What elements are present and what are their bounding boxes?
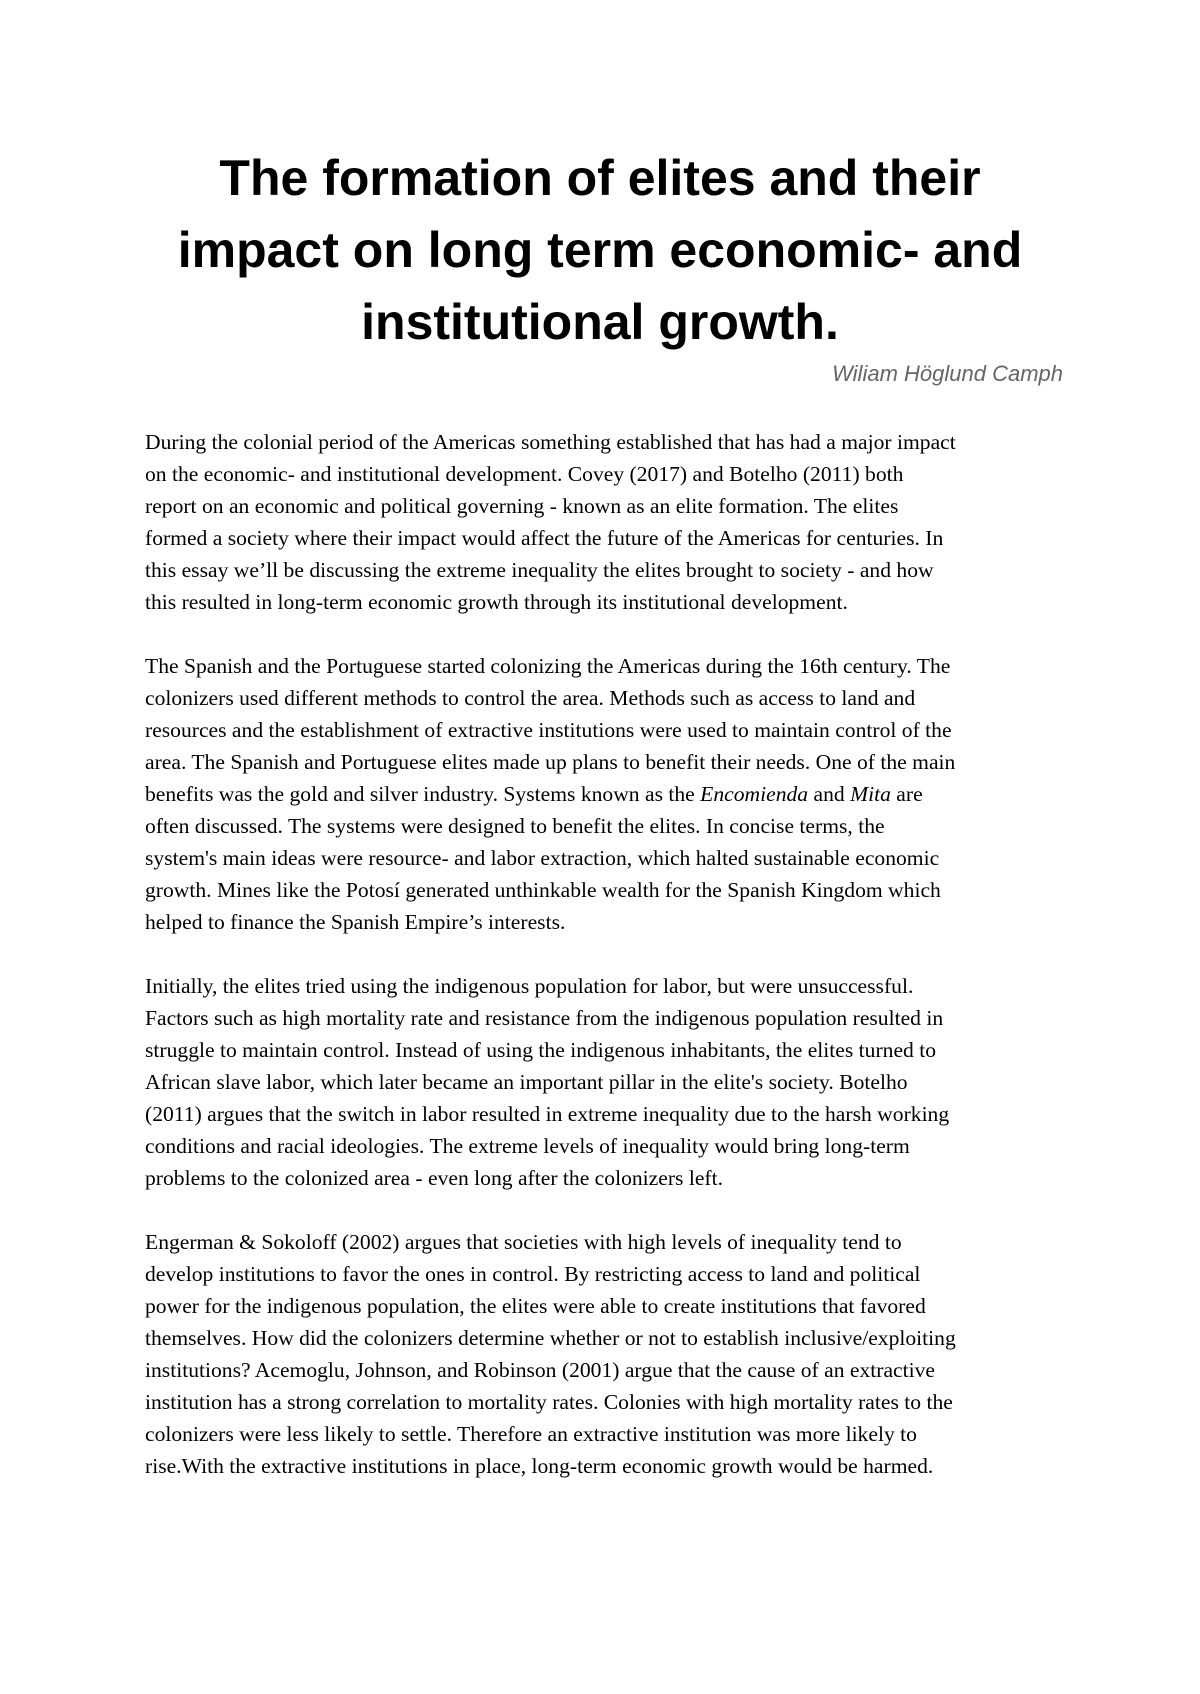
text-line: resources and the establishment of extractive institutions were used to maintain control of the	[145, 718, 952, 742]
paragraph-intro	[145, 426, 1075, 618]
line-segment: and	[808, 782, 851, 806]
text-line: colonizers used different methods to control the area. Methods such as access to land and	[145, 686, 916, 710]
text-line: this resulted in long-term economic growth through its institutional development.	[145, 590, 848, 614]
text-line: on the economic- and institutional development. Covey (2017) and Botelho (2011) both	[145, 462, 904, 486]
text-line: growth. Mines like the Potosí generated unthinkable wealth for the Spanish Kingdom which	[145, 878, 941, 902]
document-body	[145, 426, 1075, 1514]
text-line: rise.With the extractive institutions in place, long-term economic growth would be harmed.	[145, 1454, 934, 1478]
text-line: power for the indigenous population, the elites were able to create institutions that favored	[145, 1294, 926, 1318]
text-line: (2011) argues that the switch in labor resulted in extreme inequality due to the harsh working	[145, 1102, 950, 1126]
text-line: During the colonial period of the Americas something established that has had a major impact	[145, 430, 956, 454]
text-line: colonizers were less likely to settle. Therefore an extractive institution was more likely to	[145, 1422, 917, 1446]
text-line: Engerman & Sokoloff (2002) argues that societies with high levels of inequality tend to	[145, 1230, 902, 1254]
line-segment: benefits was the gold and silver industry. Systems known as the	[145, 782, 701, 806]
title-line: impact on long term economic- and	[177, 222, 1023, 278]
text-line: report on an economic and political governing - known as an elite formation. The elites	[145, 494, 899, 518]
document-title	[100, 142, 1100, 358]
text-line: this essay we’ll be discussing the extreme inequality the elites brought to society - and how	[145, 558, 934, 582]
text-line: helped to finance the Spanish Empire’s interests.	[145, 910, 566, 934]
text-line: institution has a strong correlation to mortality rates. Colonies with high mortality rates to the	[145, 1390, 953, 1414]
text-line: develop institutions to favor the ones in control. By restricting access to land and political	[145, 1262, 921, 1286]
author-name: Wiliam Höglund Camph	[832, 361, 1063, 386]
term-encomienda: Encomienda	[700, 782, 809, 806]
text-line: formed a society where their impact would affect the future of the Americas for centuries. In	[145, 526, 944, 550]
title-line: The formation of elites and their	[219, 150, 981, 206]
text-line: Initially, the elites tried using the indigenous population for labor, but were unsuccessful.	[145, 974, 914, 998]
text-line: often discussed. The systems were designed to benefit the elites. In concise terms, the	[145, 814, 885, 838]
text-line: struggle to maintain control. Instead of using the indigenous inhabitants, the elites turned to	[145, 1038, 937, 1062]
text-line: system's main ideas were resource- and labor extraction, which halted sustainable economic	[145, 846, 940, 870]
text-line: themselves. How did the colonizers determine whether or not to establish inclusive/exploiting	[145, 1326, 956, 1350]
text-line: The Spanish and the Portuguese started colonizing the Americas during the 16th century. The	[145, 654, 951, 678]
text-line: institutions? Acemoglu, Johnson, and Robinson (2001) argue that the cause of an extractive	[145, 1358, 936, 1382]
paragraph-labor	[145, 970, 1075, 1194]
text-line: African slave labor, which later became an important pillar in the elite's society. Botelho	[145, 1070, 908, 1094]
text-line: conditions and racial ideologies. The extreme levels of inequality would bring long-term	[145, 1134, 910, 1158]
title-line: institutional growth.	[361, 294, 839, 350]
text-line-with-italic-terms	[145, 778, 1075, 810]
text-line: Factors such as high mortality rate and resistance from the indigenous population resulted in	[145, 1006, 944, 1030]
line-segment: are	[890, 782, 923, 806]
text-line: problems to the colonized area - even long after the colonizers left.	[145, 1166, 723, 1190]
paragraph-colonization	[145, 650, 1075, 938]
term-mita: Mita	[850, 782, 891, 806]
text-line: area. The Spanish and Portuguese elites made up plans to benefit their needs. One of the main	[145, 750, 956, 774]
paragraph-institutions	[145, 1226, 1075, 1482]
